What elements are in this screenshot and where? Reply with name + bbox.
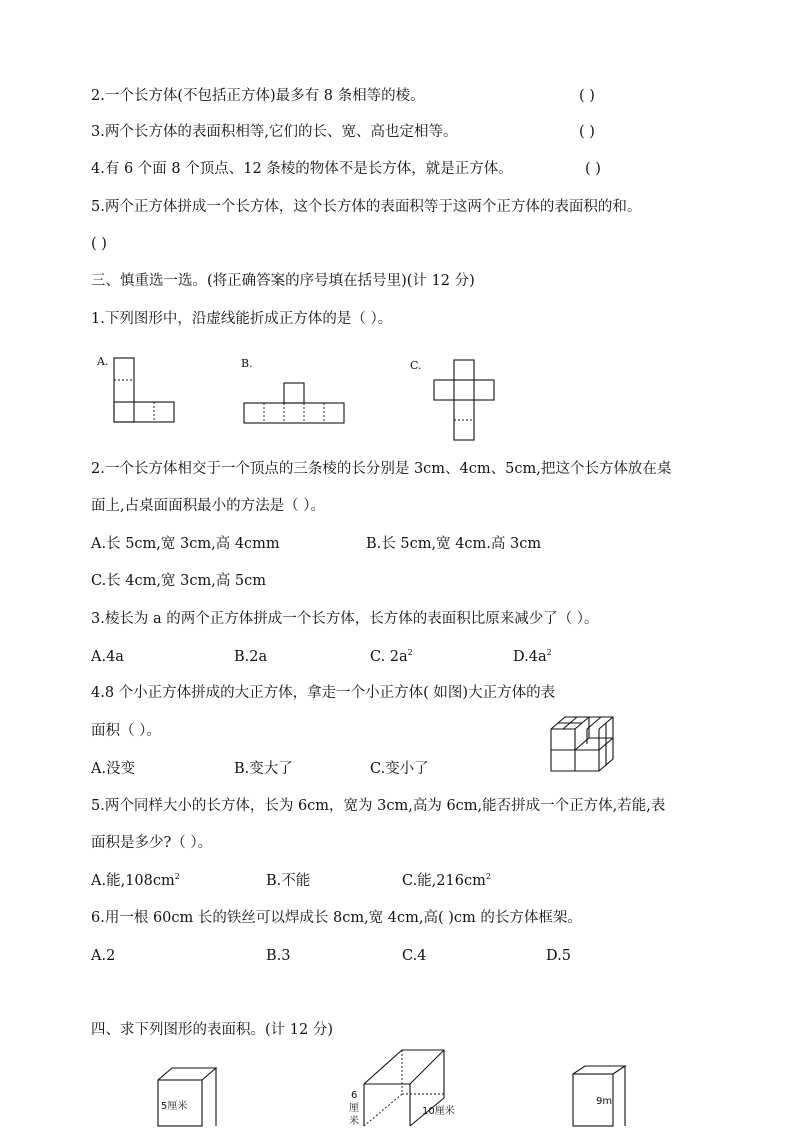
choice-q2-line1: 2.一个长方体相交于一个顶点的三条棱的长分别是 3cm、4cm、5cm,把这个长方体放在桌 bbox=[91, 461, 672, 477]
choice-q2-line2: 面上,占桌面面积最小的方法是（ ）。 bbox=[91, 498, 325, 514]
choice-q4-option-a[interactable]: A.没变 bbox=[91, 761, 136, 777]
net-label-c: C. bbox=[410, 359, 422, 372]
choice-q4-line2: 面积（ ）。 bbox=[91, 723, 161, 739]
choice-q6-option-d[interactable]: D.5 bbox=[546, 948, 571, 964]
choice-q5-option-a[interactable]: A.能$,108cm^2$ bbox=[91, 872, 180, 889]
section3-title: 三、慎重选一选。(将正确答案的序号填在括号里)(计 12 分) bbox=[91, 273, 475, 289]
judge-q2: 2.一个长方体(不包括正方体)最多有 8 条相等的棱。 bbox=[91, 88, 425, 104]
net-figure-b bbox=[244, 383, 346, 427]
choice-q2-option-c[interactable]: C.长 4cm,宽 3cm,高 5cm bbox=[91, 573, 267, 589]
choice-q3-option-d[interactable]: $D.4a^2$ bbox=[513, 648, 552, 665]
choice-q2-option-a[interactable]: A.长 5cm,宽 3cm,高 4cmm bbox=[91, 536, 280, 552]
answer-paren[interactable]: ( ) bbox=[579, 124, 595, 140]
choice-q3-option-b[interactable]: B.2a bbox=[234, 649, 268, 665]
choice-q5-option-b[interactable]: B.不能 bbox=[266, 873, 311, 889]
box-height-label-2: 厘 bbox=[349, 1103, 359, 1114]
cube-edge-label: 5厘米 bbox=[161, 1101, 188, 1112]
judge-q3: 3.两个长方体的表面积相等,它们的长、宽、高也定相等。 bbox=[91, 124, 458, 140]
choice-q6: 6.用一根 60cm 长的铁丝可以焊成长 8cm,宽 4cm,高( )cm 的长方体框架。 bbox=[91, 910, 582, 926]
choice-q6-option-a[interactable]: A.2 bbox=[91, 948, 116, 964]
choice-q3-option-a[interactable]: A.4a bbox=[91, 649, 124, 665]
box-height-label-1: 6 bbox=[351, 1090, 358, 1101]
choice-q4-option-b[interactable]: B.变大了 bbox=[234, 761, 293, 777]
choice-q4-option-c[interactable]: C.变小了 bbox=[370, 761, 429, 777]
choice-q2-option-b[interactable]: B.长 5cm,宽 4cm.高 3cm bbox=[366, 536, 542, 552]
choice-q5-option-c[interactable]: C.能$,216cm^2$ bbox=[402, 872, 491, 889]
box-height-label-3: 米 bbox=[349, 1116, 359, 1127]
judge-q5: 5.两个正方体拼成一个长方体，这个长方体的表面积等于这两个正方体的表面积的和。 bbox=[91, 199, 642, 215]
surface-figure-cube bbox=[158, 1066, 222, 1126]
choice-q3: 3.棱长为 a 的两个正方体拼成一个长方体，长方体的表面积比原来减少了（ ）。 bbox=[91, 611, 599, 627]
answer-paren[interactable]: ( ) bbox=[579, 88, 595, 104]
choice-q5-line2: 面积是多少?（ ）。 bbox=[91, 835, 213, 851]
answer-paren[interactable]: ( ) bbox=[91, 236, 107, 252]
net-label-b: B. bbox=[241, 357, 253, 370]
answer-paren[interactable]: ( ) bbox=[585, 161, 601, 177]
choice-q4-line1: 4.8 个小正方体拼成的大正方体，拿走一个小正方体( 如图)大正方体的表 bbox=[91, 685, 556, 701]
judge-q4: 4.有 6 个面 8 个顶点、12 条棱的物体不是长方体，就是正方体。 bbox=[91, 161, 513, 177]
choice-q1: 1.下列图形中，沿虚线能折成正方体的是（ ）。 bbox=[91, 311, 393, 327]
cuboid-height-label: 9m bbox=[596, 1096, 613, 1107]
surface-figure-cuboid bbox=[573, 1064, 629, 1126]
choice-q3-option-c[interactable]: C. $2a^2$ bbox=[370, 648, 413, 665]
net-figure-a bbox=[114, 358, 178, 426]
net-label-a: A. bbox=[97, 355, 109, 368]
choice-q6-option-b[interactable]: B.3 bbox=[266, 948, 291, 964]
net-figure-c bbox=[434, 360, 498, 444]
cube-figure bbox=[551, 711, 617, 775]
choice-q5-line1: 5.两个同样大小的长方体，长为 6cm，宽为 3cm,高为 6cm,能否拼成一个正方体,若能,表 bbox=[91, 798, 666, 814]
choice-q6-option-c[interactable]: C.4 bbox=[402, 948, 427, 964]
box-length-label: 10厘米 bbox=[422, 1106, 455, 1117]
section4-title: 四、求下列图形的表面积。(计 12 分) bbox=[91, 1022, 333, 1038]
